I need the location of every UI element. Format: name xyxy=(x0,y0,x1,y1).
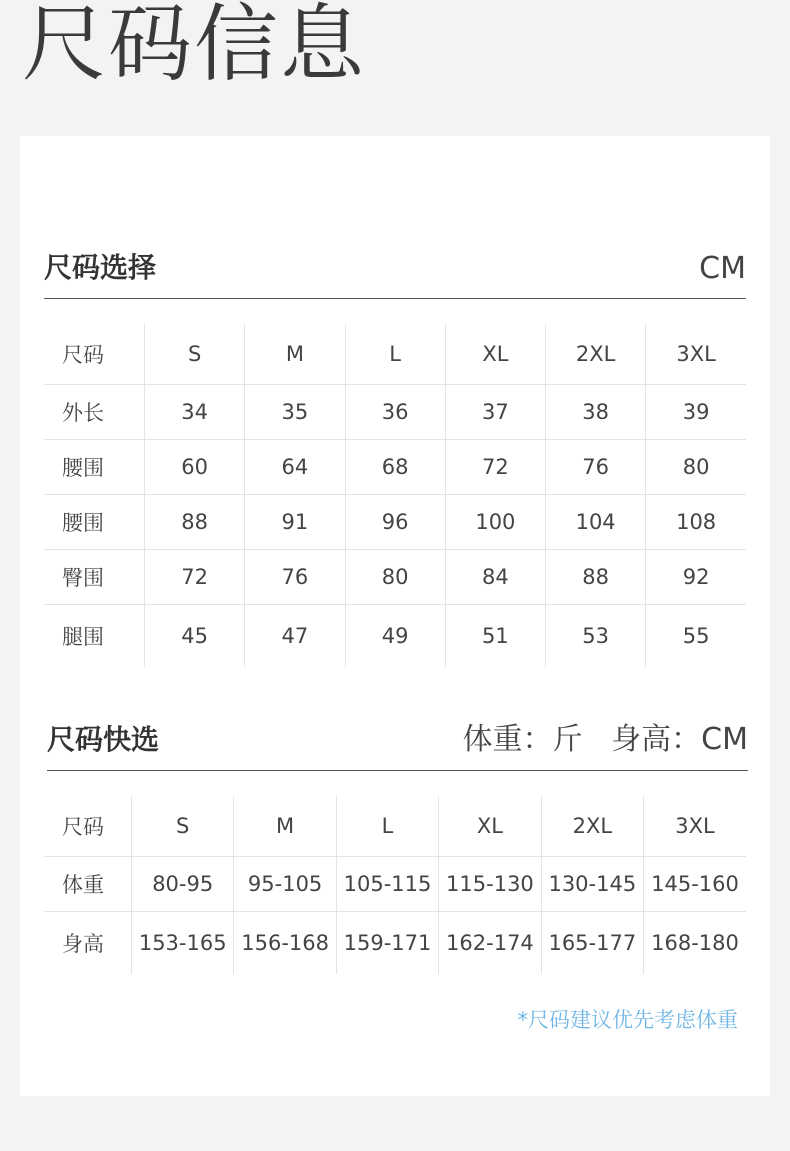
value-cell: 72 xyxy=(445,440,545,495)
table-row xyxy=(44,385,746,440)
size-header-cell: 2XL xyxy=(546,324,646,385)
value-cell: 88 xyxy=(546,550,646,605)
value-cell: 162-174 xyxy=(439,912,541,975)
row-label-cell: 腰围 xyxy=(44,440,145,495)
value-cell: 38 xyxy=(546,385,646,440)
value-cell: 88 xyxy=(145,495,245,550)
value-cell: 76 xyxy=(546,440,646,495)
table-header-row xyxy=(44,324,746,385)
row-label-cell: 腿围 xyxy=(44,605,145,668)
value-cell: 35 xyxy=(245,385,345,440)
table-row xyxy=(44,605,746,668)
quick-select-header xyxy=(47,714,748,771)
table-row xyxy=(44,550,746,605)
value-cell: 76 xyxy=(245,550,345,605)
value-cell: 39 xyxy=(646,385,746,440)
value-cell: 51 xyxy=(445,605,545,668)
quick-select-table xyxy=(44,796,746,974)
value-cell: 145-160 xyxy=(644,857,746,912)
value-cell: 36 xyxy=(345,385,445,440)
value-cell: 55 xyxy=(646,605,746,668)
header-label-cell: 尺码 xyxy=(62,815,104,839)
value-cell: 37 xyxy=(445,385,545,440)
value-cell: 64 xyxy=(245,440,345,495)
value-cell: 165-177 xyxy=(541,912,643,975)
value-cell: 60 xyxy=(145,440,245,495)
table-row xyxy=(44,857,746,912)
size-header-cell: 2XL xyxy=(541,796,643,857)
value-cell: 168-180 xyxy=(644,912,746,975)
table-row xyxy=(44,495,746,550)
size-header-cell: 3XL xyxy=(646,324,746,385)
value-cell: 130-145 xyxy=(541,857,643,912)
size-header-cell: S xyxy=(145,324,245,385)
row-label-cell: 外长 xyxy=(44,385,145,440)
table-row xyxy=(44,912,746,975)
value-cell: 159-171 xyxy=(336,912,438,975)
row-label-cell: 体重 xyxy=(44,857,132,912)
value-cell: 84 xyxy=(445,550,545,605)
table-header-row xyxy=(44,796,746,857)
value-cell: 95-105 xyxy=(234,857,336,912)
size-select-table xyxy=(44,324,746,667)
value-cell: 80-95 xyxy=(132,857,234,912)
size-header-cell: 3XL xyxy=(644,796,746,857)
value-cell: 153-165 xyxy=(132,912,234,975)
value-cell: 53 xyxy=(546,605,646,668)
value-cell: 49 xyxy=(345,605,445,668)
quick-select-unit: 体重：斤 身高：CM xyxy=(462,722,748,757)
size-header-cell: M xyxy=(245,324,345,385)
value-cell: 104 xyxy=(546,495,646,550)
row-label-cell: 腰围 xyxy=(44,495,145,550)
value-cell: 72 xyxy=(145,550,245,605)
row-label-cell: 臀围 xyxy=(44,550,145,605)
page-title: 尺码信息 xyxy=(22,0,367,93)
size-select-header xyxy=(44,246,746,299)
size-note: *尺码建议优先考虑体重 xyxy=(517,1008,738,1032)
size-header-cell: L xyxy=(336,796,438,857)
value-cell: 100 xyxy=(445,495,545,550)
value-cell: 47 xyxy=(245,605,345,668)
value-cell: 105-115 xyxy=(336,857,438,912)
size-header-cell: S xyxy=(132,796,234,857)
value-cell: 115-130 xyxy=(439,857,541,912)
size-info-card xyxy=(20,136,770,1096)
value-cell: 156-168 xyxy=(234,912,336,975)
quick-select-title: 尺码快选 xyxy=(47,723,160,756)
value-cell: 92 xyxy=(646,550,746,605)
size-select-title: 尺码选择 xyxy=(44,251,157,284)
size-header-cell: XL xyxy=(439,796,541,857)
value-cell: 68 xyxy=(345,440,445,495)
value-cell: 108 xyxy=(646,495,746,550)
value-cell: 91 xyxy=(245,495,345,550)
table-row xyxy=(44,440,746,495)
value-cell: 80 xyxy=(646,440,746,495)
value-cell: 34 xyxy=(145,385,245,440)
size-header-cell: XL xyxy=(445,324,545,385)
size-header-cell: L xyxy=(345,324,445,385)
size-header-cell: M xyxy=(234,796,336,857)
size-select-unit: CM xyxy=(699,251,746,286)
value-cell: 96 xyxy=(345,495,445,550)
row-label-cell: 身高 xyxy=(44,912,132,975)
value-cell: 45 xyxy=(145,605,245,668)
header-label-cell: 尺码 xyxy=(62,343,104,367)
value-cell: 80 xyxy=(345,550,445,605)
